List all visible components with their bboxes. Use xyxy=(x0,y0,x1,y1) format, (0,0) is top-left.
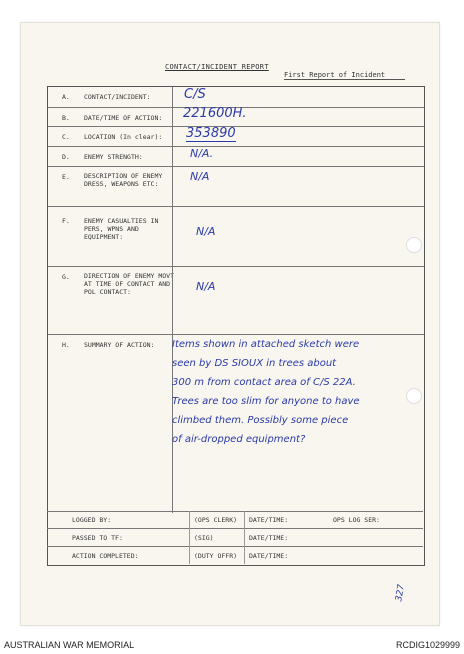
archive-id: RCDIG1029999 xyxy=(395,640,460,650)
summary-line: Trees are too slim for anyone to have xyxy=(172,396,360,407)
column-divider xyxy=(172,87,173,107)
row-number: C. xyxy=(62,133,70,141)
form-row-f xyxy=(48,206,424,267)
column-divider xyxy=(172,207,173,267)
logged-by-label: LOGGED BY: xyxy=(72,516,112,524)
footer-divider xyxy=(47,528,423,529)
first-report-label: First Report of Incident xyxy=(284,71,405,80)
report-form xyxy=(47,86,425,566)
column-divider xyxy=(172,267,173,335)
handwritten-contact: C/S xyxy=(184,87,206,102)
datetime-label: DATE/TIME: xyxy=(249,516,289,524)
row-number: G. xyxy=(62,273,70,281)
handwritten-description: N/A xyxy=(190,170,210,183)
footer-column-divider xyxy=(244,511,245,564)
footer-column-divider xyxy=(189,511,190,564)
handwritten-casualties: N/A xyxy=(196,225,216,238)
report-title: CONTACT/INCIDENT REPORT xyxy=(165,63,269,71)
datetime-label: DATE/TIME: xyxy=(249,552,289,560)
row-label: ENEMY STRENGTH: xyxy=(84,153,143,161)
handwritten-summary xyxy=(172,335,412,449)
action-completed-label: ACTION COMPLETED: xyxy=(72,552,139,560)
form-row-c xyxy=(48,126,424,147)
summary-line: seen by DS SIOUX in trees about xyxy=(172,358,337,369)
row-label: SUMMARY OF ACTION: xyxy=(84,341,155,349)
column-divider xyxy=(172,167,173,207)
footer-divider xyxy=(47,546,423,547)
archive-caption-bar xyxy=(0,636,464,654)
form-row-e xyxy=(48,166,424,207)
summary-line: climbed them. Possibly some piece xyxy=(172,415,349,426)
summary-line: Items shown in attached sketch were xyxy=(172,339,360,350)
column-divider xyxy=(172,147,173,167)
column-divider xyxy=(172,127,173,147)
handwritten-direction: N/A xyxy=(196,280,216,293)
ops-clerk-label: (OPS CLERK) xyxy=(194,516,238,524)
form-row-a xyxy=(48,87,424,107)
handwritten-strength: N/A. xyxy=(190,147,214,160)
sig-label: (SIG) xyxy=(194,534,214,542)
row-label: DESCRIPTION OF ENEMY DRESS, WEAPONS ETC: xyxy=(84,172,163,188)
ops-log-ser-label: OPS LOG SER: xyxy=(333,516,380,524)
handwritten-page-number: 327 xyxy=(394,583,408,603)
row-label: LOCATION (In clear): xyxy=(84,133,163,141)
form-row-d xyxy=(48,146,424,167)
handwritten-datetime: 221600H. xyxy=(183,106,247,121)
form-row-g xyxy=(48,266,424,335)
duty-offr-label: (DUTY OFFR) xyxy=(194,552,238,560)
row-label: ENEMY CASUALTIES IN PERS, WPNS AND EQUIPMENT: xyxy=(84,217,159,241)
row-label: DIRECTION OF ENEMY MOVT AT TIME OF CONTACT AND POL CONTACT: xyxy=(84,272,175,296)
row-number: H. xyxy=(62,341,70,349)
footer-divider xyxy=(47,511,423,512)
row-number: E. xyxy=(62,173,70,181)
summary-line: 300 m from contact area of C/S 22A. xyxy=(172,377,356,388)
row-label: DATE/TIME OF ACTION: xyxy=(84,114,163,122)
row-number: A. xyxy=(62,93,70,101)
row-number: D. xyxy=(62,153,70,161)
row-number: B. xyxy=(62,114,70,122)
column-divider xyxy=(172,108,173,127)
archive-name: AUSTRALIAN WAR MEMORIAL xyxy=(4,640,135,650)
passed-to-tf-label: PASSED TO TF: xyxy=(72,534,123,542)
row-number: F. xyxy=(62,217,70,225)
row-label: CONTACT/INCIDENT: xyxy=(84,93,151,101)
datetime-label: DATE/TIME: xyxy=(249,534,289,542)
summary-line: of air-dropped equipment? xyxy=(172,434,306,445)
handwritten-location: 353890 xyxy=(186,126,236,141)
